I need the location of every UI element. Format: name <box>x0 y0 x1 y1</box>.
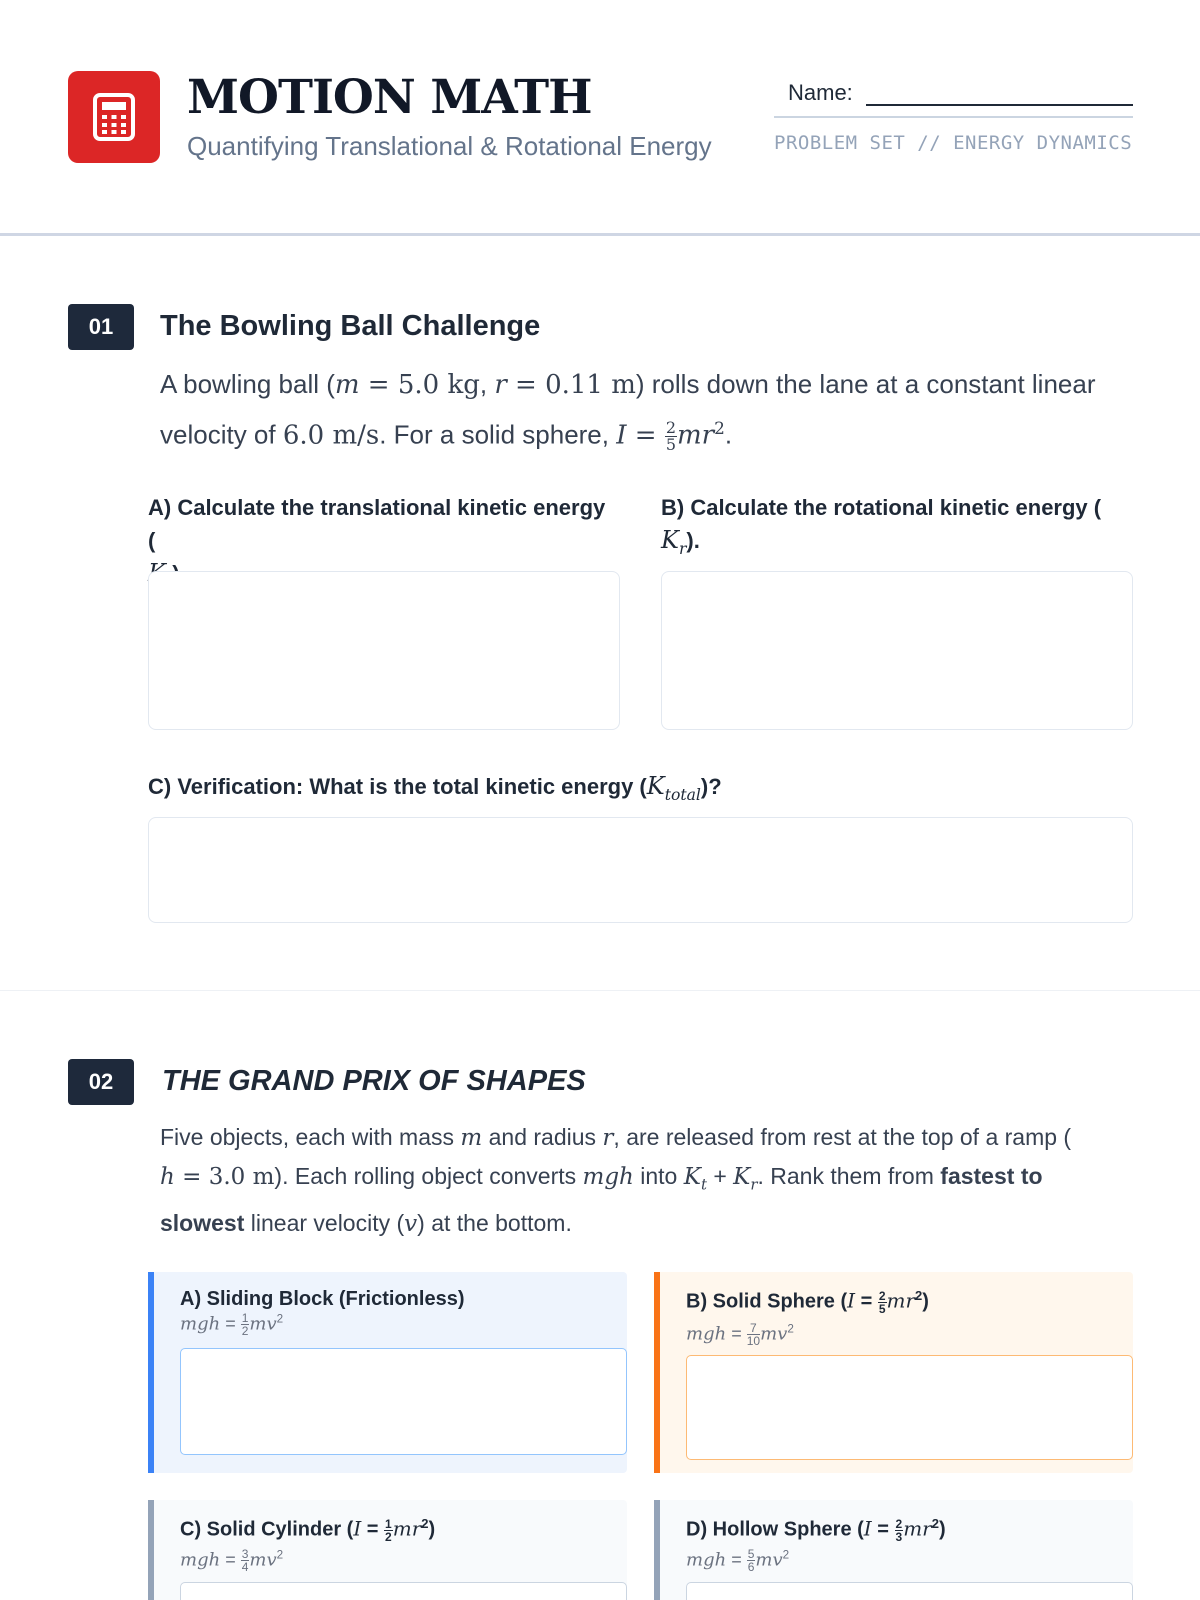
section-divider <box>0 990 1200 991</box>
name-underline <box>866 104 1133 106</box>
problem-statement: A bowling ball (m = 5.0 kg, r = 0.11 m) rolls down the lane at a constant linear velocity of 6.0 m/s. For a solid sphere, I = $\frac{2}{5}$ $mr^2$. <box>160 369 1096 455</box>
shape-card-solid-sphere <box>654 1272 1133 1473</box>
page-header <box>0 0 1200 236</box>
card-title: C) Solid Cylinder (I = $\frac{1}{2}$ $mr^2$) <box>180 1516 436 1544</box>
card-equation: mgh = $\frac{3}{4}$ $mv^2$ <box>180 1547 284 1574</box>
calculator-icon <box>68 71 160 163</box>
section-title: THE GRAND PRIX OF SHAPES <box>162 1065 586 1097</box>
card-equation: mgh = $\frac{1}{2}$ $mv^2$ <box>180 1311 284 1338</box>
answer-box-hollow-sphere[interactable] <box>686 1582 1133 1600</box>
shape-card-solid-cylinder <box>148 1500 627 1600</box>
name-label: Name: <box>788 80 853 105</box>
card-accent-bar <box>148 1272 154 1473</box>
shape-card-sliding-block <box>148 1272 627 1473</box>
shape-card-hollow-sphere <box>654 1500 1133 1600</box>
answer-box-a[interactable] <box>148 571 620 730</box>
card-title: A) Sliding Block (Frictionless) <box>180 1288 465 1310</box>
card-accent-bar <box>148 1500 154 1600</box>
answer-box-solid-sphere[interactable] <box>686 1355 1133 1460</box>
card-equation: mgh = $\frac{7}{10}$ $mv^2$ <box>686 1321 794 1348</box>
answer-box-b[interactable] <box>661 571 1133 730</box>
page-subtitle: Quantifying Translational & Rotational Energy <box>187 131 712 161</box>
question-c-label: C) Verification: What is the total kinetic energy $(K_{total})$? <box>148 772 722 804</box>
answer-box-solid-cylinder[interactable] <box>180 1582 627 1600</box>
section-number-badge: 02 <box>68 1059 134 1105</box>
section-number-badge: 01 <box>68 304 134 350</box>
card-equation: mgh = $\frac{5}{6}$ $mv^2$ <box>686 1547 790 1574</box>
card-title: B) Solid Sphere (I = $\frac{2}{5}$ $mr^2$) <box>686 1288 929 1316</box>
page-title: MOTION MATH <box>187 70 592 125</box>
question-b-label: B) Calculate the rotational kinetic energy ( $K_r$). <box>661 495 1102 558</box>
card-accent-bar <box>654 1272 660 1473</box>
problem-set-label: PROBLEM SET // ENERGY DYNAMICS <box>774 132 1133 154</box>
answer-box-sliding-block[interactable] <box>180 1348 627 1455</box>
name-field[interactable] <box>774 80 1133 118</box>
card-accent-bar <box>654 1500 660 1600</box>
card-title: D) Hollow Sphere (I = $\frac{2}{3}$ $mr^2$) <box>686 1516 946 1544</box>
question-a-label: A) Calculate the translational kinetic energy ( <box>148 495 606 553</box>
section-title: The Bowling Ball Challenge <box>160 310 541 342</box>
answer-box-c[interactable] <box>148 817 1133 923</box>
problem-statement: Five objects, each with mass m and radius r, are released from rest at the top of a ramp ( h = 3.0 m). Each rolling object converts mgh into $K_t + K_r$. Rank them from fastest to slowest linear velocity (v) at the bottom. <box>160 1124 1072 1237</box>
